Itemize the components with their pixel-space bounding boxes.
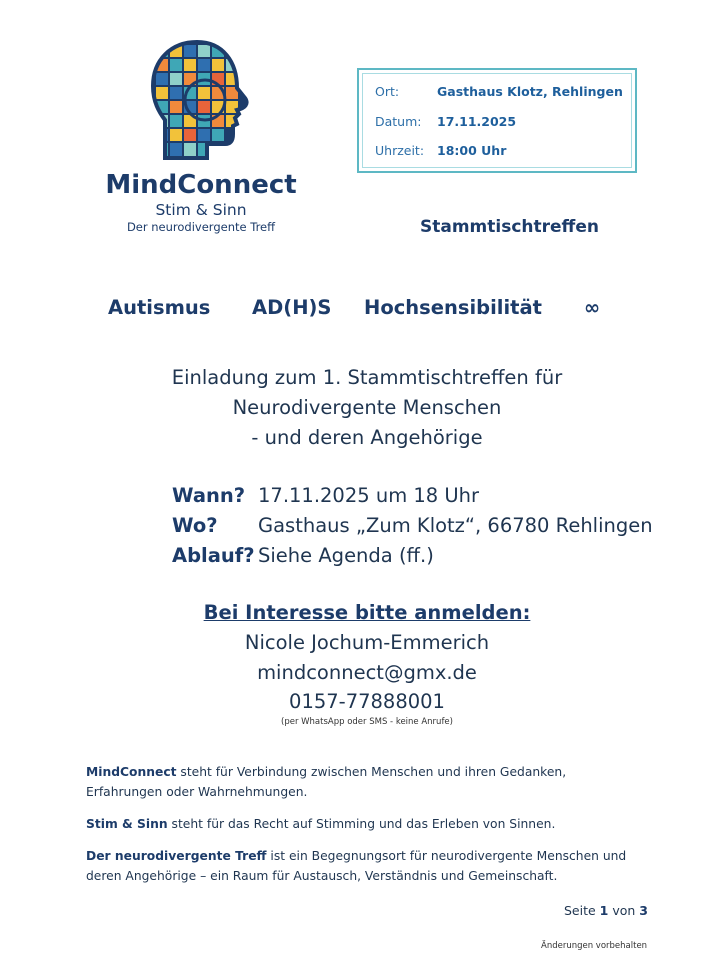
brand-name: MindConnect [105, 170, 297, 200]
where-label: Wo? [172, 514, 218, 537]
footer-note: Änderungen vorbehalten [541, 941, 648, 951]
page-current: 1 [599, 903, 609, 918]
contact-name: Nicole Jochum-Emmerich [244, 631, 490, 654]
page-number [564, 903, 648, 918]
meeting-title: Stammtischtreffen [420, 217, 599, 237]
where-value: Gasthaus „Zum Klotz“, 66780 Rehlingen [258, 514, 653, 537]
info-date-row [375, 114, 516, 129]
info-date-value: 17.11.2025 [437, 114, 517, 129]
when-value: 17.11.2025 um 18 Uhr [258, 484, 480, 507]
info-date-label: Datum: [375, 114, 422, 129]
p1-text: steht für Verbindung zwischen Menschen und ihren Gedanken, [176, 765, 567, 779]
tag-hochsensibilitaet: Hochsensibilität [364, 296, 542, 319]
brand-tagline: Der neurodivergente Treff [126, 220, 276, 234]
tag-infinity: ∞ [584, 296, 601, 319]
contact-note: (per WhatsApp oder SMS - keine Anrufe) [281, 717, 453, 727]
p2-bold: Stim & Sinn [86, 817, 168, 831]
info-place-row [375, 84, 623, 99]
paragraph-treff [86, 846, 666, 886]
info-place-value: Gasthaus Klotz, Rehlingen [437, 84, 623, 99]
p3-text2: deren Angehörige – ein Raum für Austausch, Verständnis und Gemeinschaft. [86, 869, 558, 883]
tag-adhs: AD(H)S [252, 296, 332, 319]
info-time-row [375, 143, 506, 158]
agenda-value: Siehe Agenda (ff.) [258, 544, 434, 567]
head-mosaic-icon [145, 40, 261, 162]
paragraph-stim-sinn [86, 814, 666, 834]
page-mid: von [608, 903, 640, 918]
info-place-label: Ort: [375, 84, 400, 99]
invitation-line-3: - und deren Angehörige [251, 426, 483, 449]
paragraph-mindconnect [86, 762, 666, 802]
p1-bold: MindConnect [86, 765, 177, 779]
p2-text: steht für das Recht auf Stimming und das Erleben von Sinnen. [167, 817, 556, 831]
signup-heading: Bei Interesse bitte anmelden: [203, 601, 531, 624]
p1-text2: Erfahrungen oder Wahrnehmungen. [86, 785, 308, 799]
page-total: 3 [639, 903, 648, 918]
invitation-line-1: Einladung zum 1. Stammtischtreffen für [171, 366, 563, 389]
info-time-label: Uhrzeit: [375, 143, 425, 158]
tag-autismus: Autismus [108, 296, 211, 319]
page-prefix: Seite [564, 903, 600, 918]
agenda-label: Ablauf? [172, 544, 255, 567]
info-time-value: 18:00 Uhr [437, 143, 507, 158]
invitation-line-2: Neurodivergente Menschen [232, 396, 502, 419]
contact-phone[interactable]: 0157-77888001 [289, 690, 445, 713]
p3-bold: Der neurodivergente Treff [86, 849, 267, 863]
contact-email[interactable]: mindconnect@gmx.de [257, 661, 477, 684]
when-label: Wann? [172, 484, 246, 507]
p3-text: ist ein Begegnungsort für neurodivergente Menschen und [266, 849, 627, 863]
event-info-box [357, 68, 637, 173]
brand-subtitle: Stim & Sinn [155, 201, 247, 219]
